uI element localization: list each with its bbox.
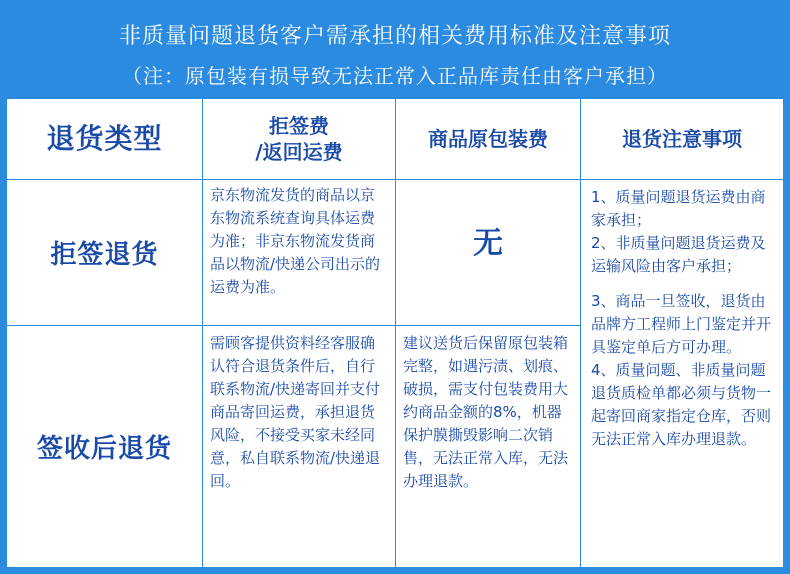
- table-header: [7, 7, 783, 99]
- reject-shipping-text: 京东物流发货的商品以京东物流系统查询具体运费为准；非京东物流发货商品以物流/快递公司出示的运费为准。: [210, 186, 381, 296]
- note-item: 2、非质量问题退货运费及运输风险由客户承担；: [591, 234, 766, 275]
- header-note: （注：原包装有损导致无法正常入正品库责任由客户承担）: [122, 64, 668, 88]
- column-header-notes: 退货注意事项: [622, 127, 742, 151]
- page-title: 非质量问题退货客户需承担的相关费用标准及注意事项: [118, 24, 671, 49]
- notes-cell: [581, 180, 783, 567]
- after-sign-packaging-text: 建议送货后保留原包装箱完整，如遇污渍、划痕、破损，需支付包装费用大约商品金额的8%，机器保护膜撕毁影响二次销售，无法正常入库，无法办理退款。: [403, 334, 569, 490]
- after-sign-shipping-text: 需顾客提供资料经客服确认符合退货条件后，自行联系物流/快递寄回并支付商品寄回运费，承担退货风险，不接受买家未经同意，私自联系物流/快递退回。: [210, 334, 381, 490]
- column-header-packaging: 商品原包装费: [428, 127, 548, 151]
- column-header-shipping: [203, 99, 395, 179]
- row-label-reject: 拒签退货: [50, 240, 159, 270]
- column-header-shipping-line1: 拒签费: [269, 114, 329, 138]
- note-item: 4、质量问题、非质量问题退货质检单都必须与货物一起寄回商家指定仓库，否则无法正常入库办理退款。: [591, 361, 772, 448]
- column-header-type: 退货类型: [46, 122, 163, 155]
- column-header-shipping-line2: /返回运费: [255, 140, 343, 164]
- note-item: 1、质量问题退货运费由商家承担；: [591, 188, 766, 229]
- note-item: 3、商品一旦签收，退货由品牌方工程师上门鉴定并开具鉴定单后方可办理。: [591, 292, 772, 356]
- row-label-after-sign: 签收后退货: [36, 434, 172, 464]
- reject-packaging-value: 无: [473, 226, 503, 261]
